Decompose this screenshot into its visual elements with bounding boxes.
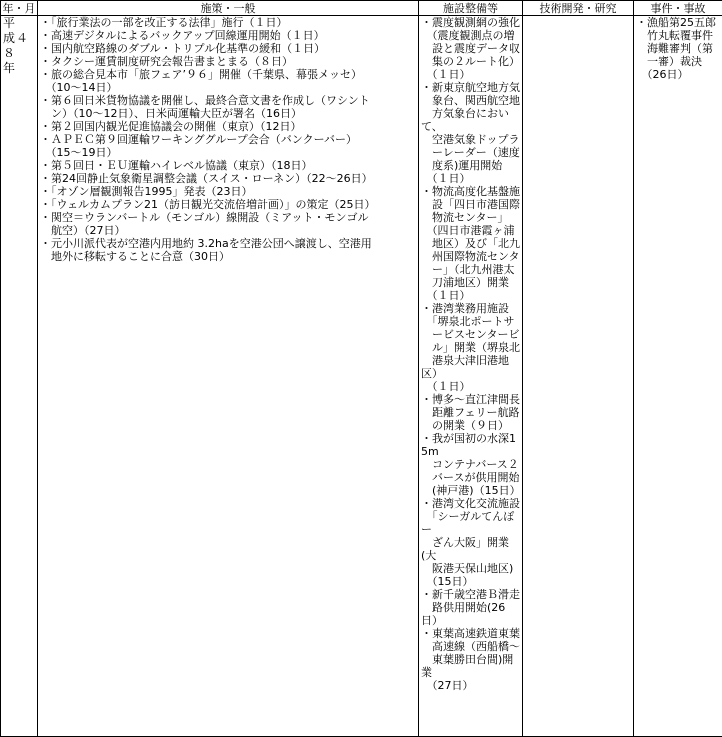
tech-cell	[523, 16, 634, 737]
year-line: 成４	[3, 31, 30, 45]
facility-item: ・新千歳空港Ｂ滑走 路供用開始(26日）	[421, 588, 520, 627]
policy-item: ・旅の総合見本市「旅フェア’９６」開催（千葉県、幕張メッセ） （10～14日）	[40, 68, 362, 94]
policy-item: ・「ウェルカムプラン21（訪日観光交流倍増計画）」の策定（25日）	[40, 198, 376, 211]
policy-cell	[38, 16, 419, 737]
header-policy: 施策・一般	[38, 1, 419, 16]
policy-item: ・第６回日米貨物協議を開催し、最終合意文書を作成し（ワシント ン）（10～12日）、日米両運輸大臣が署名（16日）	[40, 94, 370, 120]
facility-item: ・博多～直江津間長 距離フェリー航路 の開業（９日）	[421, 393, 520, 432]
header-tech: 技術開発・研究	[523, 1, 634, 16]
facility-item: ・港湾文化交流施設 「シーガルてんぽー ざん大阪」開業(大 阪港天保山地区) （15日）	[421, 497, 520, 588]
incident-list	[636, 16, 720, 81]
policy-item: ・元小川派代表が空港内用地約 3.2haを空港公団へ譲渡し、空港用 地外に移転することに合意（30日）	[40, 237, 372, 263]
facility-item: ・物流高度化基盤施 設「四日市港国際 物流センター」 （四日市港霞ヶ浦 地区）及び「北九 州国際物流センタ ー」（北九州港太 刀浦地区）開業 （１日）	[421, 185, 520, 302]
policy-item: ・タクシー運賃制度研究会報告書まとまる（８日）	[40, 55, 293, 68]
policy-item: ・国内航空路線のダブル・トリプル化基準の緩和（１日）	[40, 42, 326, 55]
incident-cell	[634, 16, 722, 737]
policy-item: ・第２回国内観光促進協議会の開催（東京）（12日）	[40, 120, 302, 133]
header-year-month: 年・月	[2, 1, 36, 15]
header-row	[1, 1, 722, 16]
policy-item: ・「オゾン層観測報告1995」発表（23日）	[40, 185, 253, 198]
facility-item: ・港湾業務用施設 「堺泉北ポートサ ービスセンタービ ル」開業（堺泉北 港泉大津旧港地区） （１日）	[421, 302, 520, 393]
data-row	[1, 16, 722, 737]
header-incident: 事件・事故	[634, 1, 722, 16]
header-facility: 施設整備等	[419, 1, 523, 16]
policy-item: ・第５回日・ＥＵ運輸ハイレベル協議（東京）（18日）	[40, 159, 313, 172]
facility-cell	[419, 16, 523, 737]
year-line: ８	[3, 46, 17, 60]
year-line: 年	[3, 61, 17, 75]
year-cell	[1, 16, 38, 737]
policy-item: ・ＡＰＥＣ第９回運輸ワーキンググループ会合（バンクーバー） （15～19日）	[40, 133, 358, 159]
policy-item: ・関空＝ウランバートル（モンゴル）線開設（ミアット・モンゴル 航空）（27日）	[40, 211, 369, 237]
policy-item: ・高速デジタルによるバックアップ回線運用開始（１日）	[40, 29, 325, 42]
policy-item: ・第24回静止気象衛星調整会議（スイス・ローネン）（22～26日）	[40, 172, 373, 185]
facility-item: ・東葉高速鉄道東葉 高速線（西船橋～ 東葉勝田台間)開業 （27日）	[421, 627, 520, 692]
incident-item: ・漁船第25五郎 竹丸転覆事件 海難審判（第 一審）裁決 （26日）	[636, 16, 716, 81]
facility-item: ・我が国初の水深15m コンテナバース２ バースが供用開始 (神戸港)（15日）	[421, 432, 521, 497]
facility-list	[421, 16, 520, 692]
year-line: 平	[3, 16, 17, 30]
policy-item: ・「旅行業法の一部を改正する法律」施行（１日）	[40, 16, 288, 29]
facility-item: ・新東京航空地方気 象台、関西航空地 方気象台において、 空港気象ドップラ ーレーダー（速度 度系)運用開始 （１日）	[421, 81, 520, 185]
facility-item: ・震度観測網の強化 （震度観測点の増 設と震度データ収 集の２ルート化） （１日）	[421, 16, 520, 81]
policy-list	[40, 16, 416, 263]
